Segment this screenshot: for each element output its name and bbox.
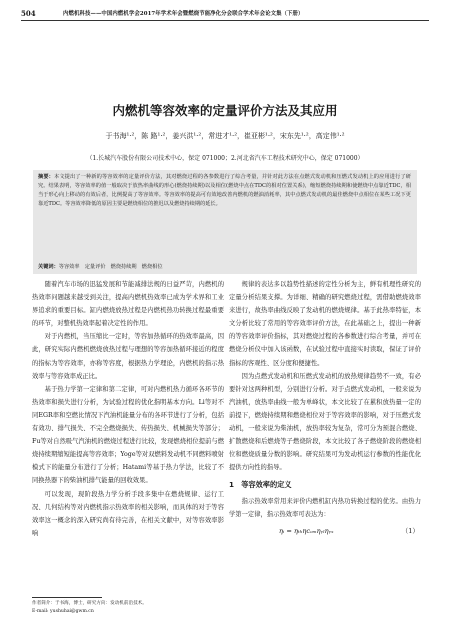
affiliation: （1.长城汽车股份有限公司技术中心，保定 071000；2.河北省汽车工程技术研究中心，保定 071000） (86, 155, 364, 162)
paragraph: 可以发现，现阶段热力学分析手段多集中在燃烧规律、运行工况、几何结构等对内燃机指示热效率的相关影响，而具体的对于等容效率这一概念的深入研究尚有待完善，在相关文献中，对等容效率影响 (32, 490, 224, 537)
equation-number: （1） (401, 526, 419, 535)
equation-formula: ηᵢ = ηₜₕηcₒₘηᵧₗηᵧₓ (279, 526, 334, 535)
running-header (21, 8, 429, 21)
running-title: 内燃机科技——中国内燃机学会2017年学术年会暨燃烧节能净化分会联合学术年会论文集（下册） (63, 11, 304, 17)
paragraph: 对于内燃机，当压缩比一定时，等容加热循环的热效率最高，因此，研究实际内燃机燃烧放热过程与理想的等容加热循环接近的程度的指标为等容效率，亦称等容度，根据热力学理论，内燃机的指示热效率与等容效率成正比。 (32, 333, 224, 380)
keywords-label: 关键词： (38, 264, 59, 270)
section-heading: 1 等容效率的定义 (229, 480, 292, 490)
paragraph: 基于热力学第一定律和第二定律，可对内燃机热力循环各环节的热效率和损失进行分析，为试验过程的优化指明基本方向。Li等对不同EGR率和空燃比情况下汽油机能量分布的各环节进行了分析，包括有效功、排气损失、不完全燃烧损失、传热损失、机械损失等部分；Fu等对自然吸气汽油机的燃烧过程进行比较，发现燃烧相位提前与燃烧持续期缩短能提高等容效率；Yoge等对双燃料发动机不同燃料喷射模式下的能量分布进行了分析；Hatami等基于热力学法，比较了不同换热器下的柴油机排气能量的回收效果。 (32, 385, 224, 485)
paragraph: 规律的表达多以趋势性描述的定性分析为主，鲜有机理性研究的定量分析结果支撑。为详细、精确的研究燃烧过程，需借助燃烧效率来进行，故热率曲线反映了发动机的燃烧规律。基于此热率特征，本文分析比较了常用的等容效率评价方法，在此基础之上，提出一种新的等容效率评价指标，其对燃烧过程的各参数进行综合考量，并可在燃烧分析仪中加入该函数，在试验过程中直接实时读取，保证了评价指标的客观性、区分度和便捷性。 (229, 281, 421, 367)
equation (229, 523, 421, 541)
footnote (32, 600, 224, 615)
abstract-label: 摘要： (38, 174, 54, 180)
keywords (38, 263, 411, 272)
abstract-text: 本文提出了一种新的等容效率的定量评价方法，其对燃烧过程的各参数进行了综合考量，并针对此方法在点燃式发动机和压燃式发动机上的应用进行了研究。结果表明，等容效率的值一般取决于放热率曲线的形心(燃烧持续期)以及相位(燃烧中点在TDC的相对位置关系)，缩短燃烧持续期和使燃烧中点靠近TDC，相当于形心向上移动的有效后者，比例提高了等容效率。等容效率的提高可有效地改善内燃机的燃油消耗率，其中点燃式发动机的最佳燃烧中点相位在某些工况下更靠近TDC。等容效率降低的原因主要是燃烧相位的推迟以及燃烧持续期的延长。 (38, 174, 411, 208)
left-column (32, 278, 224, 540)
paragraph: 指示热效率常用来评价内燃机缸内热功转换过程的优劣。由热力学第一定律，指示热效率可表达为： (229, 497, 421, 518)
abstract (38, 173, 411, 209)
author-list: 于书海¹·²，陈 路¹·²，姜兴洪¹·²，常进才¹·²，崔亚彬¹·²，宋东先¹·²，高定伟¹·² (105, 132, 345, 140)
paragraph: 随着汽车市场的迅猛发展和节能减排法规的日益严苛，内燃机的热效率问题越来越受到关注，提高内燃机热效率已成为学术界和工业界追求的重要目标。缸内燃烧放热过程是内燃机热功转换过程最重要的环节，对整机热效率起着决定性的作用。 (32, 281, 224, 328)
right-column (229, 278, 421, 541)
paper-title: 内燃机等容效率的定量评价方法及其应用 (112, 103, 338, 118)
footnote-author-info: 作者简介：于书海，博士，研究方向：发动机前沿技术。 (32, 601, 147, 606)
footnote-email: E-mail: yushuhai@gwm.cn (32, 608, 94, 614)
footnote-divider (32, 597, 102, 598)
paragraph: 因为点燃式发动机和压燃式发动机的放热规律趋势不一致，有必要针对这两种机型，分别进行分析。对于点燃式发动机，一般来说为汽油机，放热率曲线一般为单峰状，本文比较了在累积放热量一定的前提下，燃烧持续期和燃烧相位对于等容效率的影响，对于压燃式发动机，一般来说为柴油机，放热率较为复杂，常可分为预混合燃烧、扩散燃烧和后燃烧等子燃烧阶段，本文比较了各子燃烧阶段的燃烧相位和燃烧质量分数的影响。研究结果可为发动机运行参数的性能优化提供方向性的指导。 (229, 372, 421, 472)
page-number: 504 (21, 9, 36, 18)
keywords-text: 等容效率 定量评价 燃烧持续期 燃烧相位 (58, 264, 163, 270)
